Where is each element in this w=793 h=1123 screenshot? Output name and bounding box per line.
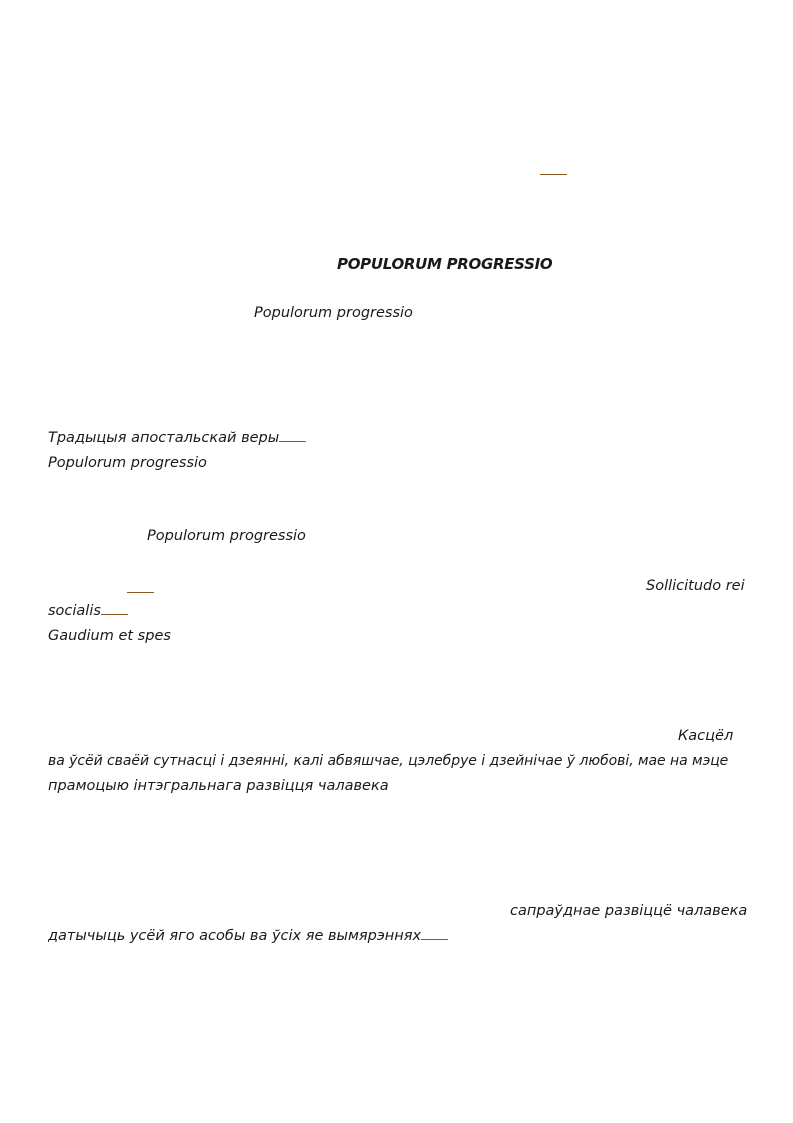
- footnote-link[interactable]: [127, 592, 154, 593]
- text-line: Populorum progressio: [254, 305, 413, 321]
- text-line: Populorum progressio: [48, 455, 207, 471]
- text-line: прамоцыю інтэгральнага развіцця чалавека: [48, 778, 389, 794]
- text-line: Gaudium et spes: [48, 628, 171, 644]
- document-title: POPULORUM PROGRESSIO: [337, 255, 553, 273]
- footnote-link[interactable]: [540, 174, 567, 175]
- text-line: Populorum progressio: [147, 528, 306, 544]
- text-line-with-footnote: [48, 429, 306, 447]
- text-fragment: Касцёл: [678, 728, 734, 744]
- text-line-with-footnote: [48, 602, 128, 620]
- footnote-link[interactable]: [279, 429, 306, 442]
- text-fragment: Sollicitudo rei: [646, 578, 745, 594]
- footnote-link[interactable]: [421, 927, 448, 940]
- text-fragment: сапраўднае развіццё чалавека: [510, 903, 748, 919]
- text-line: ва ўсёй сваёй сутнасці і дзеянні, калі абвяшчае, цэлебруе і дзейнічае ў любові, мае на мэце: [48, 753, 729, 769]
- text-line-with-footnote: [48, 927, 448, 945]
- footnote-link[interactable]: [101, 602, 128, 615]
- text-fragment: socialis: [48, 603, 101, 619]
- text-fragment: датычыць усёй яго асобы ва ўсіх яе вымярэннях: [48, 928, 422, 944]
- text-fragment: Традыцыя апостальскай веры: [48, 430, 280, 446]
